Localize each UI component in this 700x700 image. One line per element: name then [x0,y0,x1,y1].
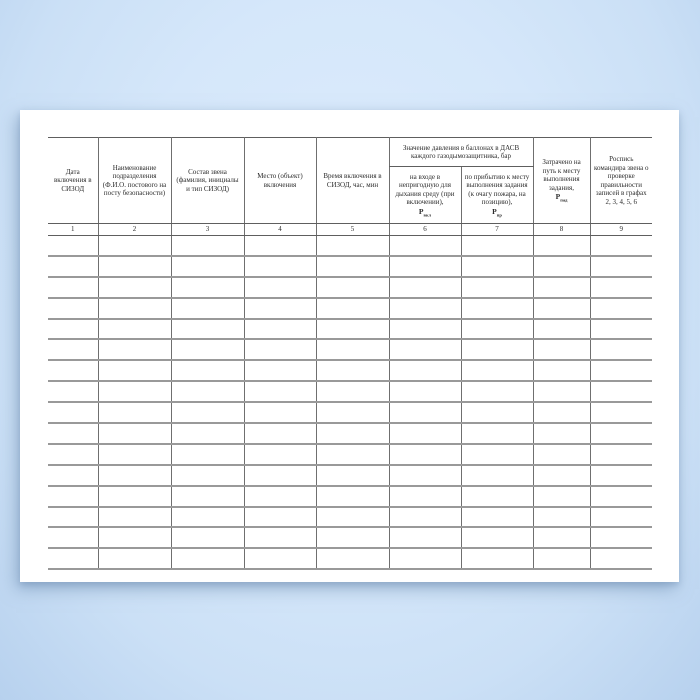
empty-cell [171,423,244,444]
empty-cell [461,319,533,340]
empty-cell [244,381,316,402]
empty-cell [533,548,590,569]
table-row [48,298,652,319]
empty-cell [533,527,590,548]
empty-cell [48,236,98,256]
empty-cell [98,527,171,548]
empty-cell [316,402,389,423]
table-row [48,360,652,381]
empty-cell [590,298,652,319]
empty-cell [590,444,652,465]
empty-cell [461,444,533,465]
empty-cell [590,402,652,423]
empty-cell [533,360,590,381]
empty-cell [590,507,652,528]
empty-cell [389,402,461,423]
empty-cell [461,277,533,298]
empty-cell [171,548,244,569]
empty-cell [48,256,98,277]
empty-cell [244,423,316,444]
column-header-signature: Роспись командира звена о проверке правильности записей в графах 2, 3, 4, 5, 6 [590,138,652,224]
empty-cell [171,465,244,486]
empty-cell [590,256,652,277]
empty-cell [389,277,461,298]
empty-cell [48,339,98,360]
empty-cell [316,339,389,360]
journal-table [48,137,652,570]
empty-cell [533,423,590,444]
empty-cell [533,465,590,486]
empty-cell [171,277,244,298]
empty-cell [244,465,316,486]
empty-cell [316,507,389,528]
empty-cell [98,423,171,444]
empty-cell [533,256,590,277]
column-number: 3 [171,224,244,236]
table-row [48,507,652,528]
empty-cell [244,486,316,507]
empty-cell [98,486,171,507]
empty-cell [461,298,533,319]
empty-cell [533,298,590,319]
empty-cell [98,360,171,381]
empty-cell [461,527,533,548]
empty-cell [461,339,533,360]
table-body [48,236,652,570]
column-header-pressure-arrival [461,167,533,224]
empty-cell [244,527,316,548]
column-number-row [48,224,652,236]
empty-cell [171,507,244,528]
empty-cell [48,381,98,402]
empty-cell [48,298,98,319]
empty-cell [171,527,244,548]
empty-cell [98,236,171,256]
empty-cell [461,402,533,423]
empty-cell [48,486,98,507]
empty-cell [244,548,316,569]
table-row [48,339,652,360]
empty-cell [389,256,461,277]
empty-cell [316,486,389,507]
empty-cell [48,444,98,465]
empty-cell [389,465,461,486]
table-row [48,486,652,507]
empty-cell [48,548,98,569]
empty-cell [316,256,389,277]
empty-cell [244,256,316,277]
empty-cell [590,465,652,486]
table-row [48,381,652,402]
empty-cell [389,360,461,381]
empty-cell [48,402,98,423]
empty-cell [171,319,244,340]
empty-cell [461,507,533,528]
empty-cell [533,402,590,423]
empty-cell [48,319,98,340]
column-number: 2 [98,224,171,236]
empty-cell [244,277,316,298]
empty-cell [389,339,461,360]
table-row [48,444,652,465]
empty-cell [171,256,244,277]
pressure-symbol-spent: $Р_{пад}$ [555,192,568,203]
column-header-pressure-entry-label: на входе в непригодную для дыхания среду (при включении), [395,172,455,207]
empty-cell [98,402,171,423]
empty-cell [533,381,590,402]
column-header-spent [533,138,590,224]
empty-cell [389,319,461,340]
empty-cell [316,465,389,486]
empty-cell [590,381,652,402]
empty-cell [590,548,652,569]
table-row [48,256,652,277]
empty-cell [244,298,316,319]
column-header-unit: Наименование подразделения (Ф.И.О. постового на посту безопасности) [98,138,171,224]
empty-cell [461,360,533,381]
empty-cell [316,319,389,340]
empty-cell [590,360,652,381]
empty-cell [48,360,98,381]
empty-cell [171,486,244,507]
empty-cell [590,423,652,444]
empty-cell [48,527,98,548]
empty-cell [171,298,244,319]
table-row [48,423,652,444]
empty-cell [98,381,171,402]
empty-cell [590,319,652,340]
empty-cell [316,444,389,465]
empty-cell [590,486,652,507]
pressure-symbol-entry: $Р_{вкл}$ [418,206,432,218]
empty-cell [244,319,316,340]
empty-cell [389,527,461,548]
empty-cell [98,256,171,277]
empty-cell [244,444,316,465]
empty-cell [316,423,389,444]
empty-cell [461,465,533,486]
empty-cell [590,339,652,360]
column-header-pressure-arrival-label: по прибытию к месту выполнения задания (к очагу пожара, на позицию), [464,172,530,207]
column-number: 9 [590,224,652,236]
empty-cell [244,360,316,381]
column-header-time: Время включения в СИЗОД, час, мин [316,138,389,224]
empty-cell [389,381,461,402]
empty-cell [48,507,98,528]
empty-cell [98,319,171,340]
empty-cell [171,444,244,465]
table-row [48,527,652,548]
empty-cell [389,298,461,319]
empty-cell [389,486,461,507]
empty-cell [389,507,461,528]
empty-cell [316,236,389,256]
empty-cell [316,381,389,402]
empty-cell [461,548,533,569]
table-header [48,138,652,236]
column-number: 6 [389,224,461,236]
empty-cell [244,507,316,528]
empty-cell [171,236,244,256]
empty-cell [590,277,652,298]
empty-cell [48,465,98,486]
empty-cell [590,527,652,548]
empty-cell [316,277,389,298]
empty-cell [98,444,171,465]
empty-cell [461,486,533,507]
column-header-pressure-entry [389,167,461,224]
empty-cell [98,507,171,528]
column-header-spent-label: Затрачено на путь к месту выполнения задания, [542,158,581,192]
table-row [48,236,652,256]
empty-cell [98,339,171,360]
table-row [48,465,652,486]
column-number: 8 [533,224,590,236]
column-number: 7 [461,224,533,236]
table-row [48,319,652,340]
empty-cell [533,236,590,256]
empty-cell [98,465,171,486]
empty-cell [244,236,316,256]
empty-cell [461,236,533,256]
empty-cell [389,444,461,465]
empty-cell [171,339,244,360]
empty-cell [533,507,590,528]
column-header-date: Дата включения в СИЗОД [48,138,98,224]
empty-cell [244,339,316,360]
empty-cell [98,548,171,569]
paper-sheet [20,110,679,582]
empty-cell [244,402,316,423]
column-number: 1 [48,224,98,236]
empty-cell [316,527,389,548]
column-header-place: Место (объект) включения [244,138,316,224]
empty-cell [48,277,98,298]
empty-cell [461,256,533,277]
empty-cell [171,381,244,402]
empty-cell [389,236,461,256]
empty-cell [590,236,652,256]
empty-cell [533,339,590,360]
empty-cell [389,423,461,444]
column-header-crew: Состав звена (фамилия, инициалы и тип СИЗОД) [171,138,244,224]
empty-cell [171,402,244,423]
empty-cell [316,548,389,569]
empty-cell [533,319,590,340]
table-row [48,548,652,569]
table-row [48,277,652,298]
column-number: 4 [244,224,316,236]
empty-cell [533,444,590,465]
empty-cell [533,277,590,298]
pressure-symbol-arrival: $Р_{пр}$ [492,206,502,218]
empty-cell [98,277,171,298]
empty-cell [461,423,533,444]
column-group-header-pressure: Значение давления в баллонах в ДАСВ каждого газодымозащитника, бар [389,138,533,167]
empty-cell [98,298,171,319]
empty-cell [316,360,389,381]
empty-cell [533,486,590,507]
table-row [48,402,652,423]
column-number: 5 [316,224,389,236]
empty-cell [316,298,389,319]
empty-cell [389,548,461,569]
empty-cell [48,423,98,444]
empty-cell [171,360,244,381]
empty-cell [461,381,533,402]
